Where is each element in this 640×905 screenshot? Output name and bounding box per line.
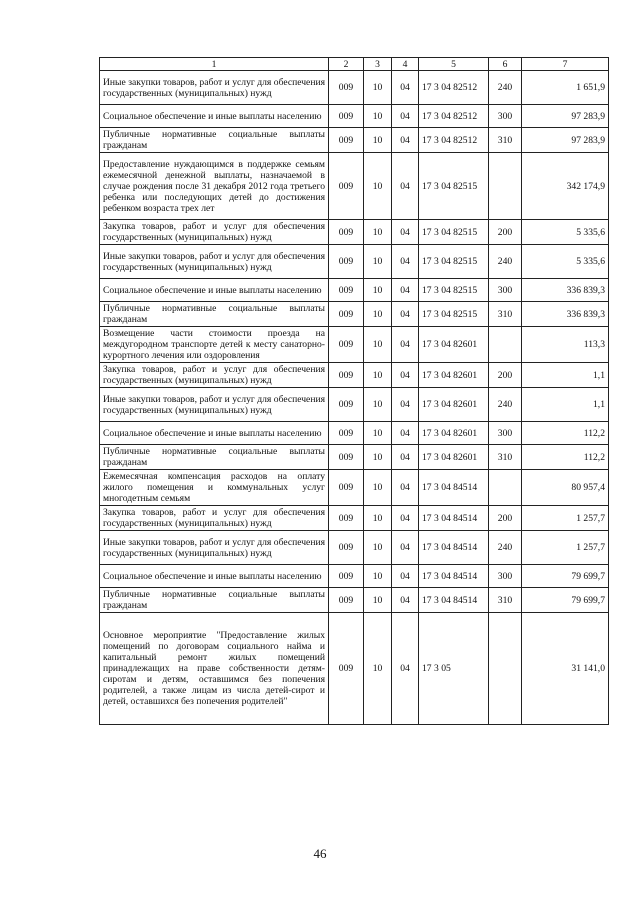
row-expense-type: 240	[489, 245, 522, 279]
row-target-article: 17 3 04 84514	[419, 565, 489, 588]
row-name: Публичные нормативные социальные выплаты гражданам	[100, 445, 329, 470]
row-ved-code: 009	[329, 422, 364, 445]
row-amount: 342 174,9	[522, 153, 609, 220]
row-target-article: 17 3 04 82515	[419, 153, 489, 220]
row-amount: 1,1	[522, 363, 609, 388]
row-subsection-code: 04	[392, 613, 419, 725]
row-target-article: 17 3 04 82601	[419, 445, 489, 470]
header-col-ved: 2	[329, 58, 364, 71]
row-ved-code: 009	[329, 128, 364, 153]
row-ved-code: 009	[329, 302, 364, 327]
row-amount: 336 839,3	[522, 279, 609, 302]
table-row	[100, 470, 609, 506]
header-col-sum: 7	[522, 58, 609, 71]
row-name: Закупка товаров, работ и услуг для обеспечения государственных (муниципальных) нужд	[100, 220, 329, 245]
row-target-article: 17 3 04 84514	[419, 506, 489, 531]
row-ved-code: 009	[329, 565, 364, 588]
row-name: Социальное обеспечение и иные выплаты населению	[100, 422, 329, 445]
row-expense-type: 300	[489, 105, 522, 128]
table-body	[100, 71, 609, 725]
table-row	[100, 302, 609, 327]
row-name: Ежемесячная компенсация расходов на оплату жилого помещения и коммунальных услуг многодетным семьям	[100, 470, 329, 506]
row-section-code: 10	[364, 327, 392, 363]
header-col-pr: 4	[392, 58, 419, 71]
row-name: Иные закупки товаров, работ и услуг для обеспечения государственных (муниципальных) нужд	[100, 388, 329, 422]
row-target-article: 17 3 04 84514	[419, 531, 489, 565]
row-section-code: 10	[364, 470, 392, 506]
row-subsection-code: 04	[392, 220, 419, 245]
row-name: Социальное обеспечение и иные выплаты населению	[100, 565, 329, 588]
table-row	[100, 71, 609, 105]
row-target-article: 17 3 04 82601	[419, 363, 489, 388]
row-section-code: 10	[364, 302, 392, 327]
row-ved-code: 009	[329, 445, 364, 470]
row-subsection-code: 04	[392, 445, 419, 470]
row-name: Социальное обеспечение и иные выплаты населению	[100, 105, 329, 128]
row-amount: 97 283,9	[522, 128, 609, 153]
row-target-article: 17 3 04 82515	[419, 302, 489, 327]
row-amount: 112,2	[522, 445, 609, 470]
row-subsection-code: 04	[392, 506, 419, 531]
row-expense-type: 200	[489, 363, 522, 388]
row-ved-code: 009	[329, 531, 364, 565]
row-expense-type	[489, 613, 522, 725]
row-name: Публичные нормативные социальные выплаты гражданам	[100, 128, 329, 153]
row-amount: 5 335,6	[522, 220, 609, 245]
row-amount: 5 335,6	[522, 245, 609, 279]
row-name: Социальное обеспечение и иные выплаты населению	[100, 279, 329, 302]
row-section-code: 10	[364, 613, 392, 725]
row-expense-type: 200	[489, 506, 522, 531]
row-target-article: 17 3 04 82601	[419, 422, 489, 445]
row-subsection-code: 04	[392, 470, 419, 506]
row-target-article: 17 3 04 82515	[419, 245, 489, 279]
budget-table	[99, 57, 609, 725]
row-subsection-code: 04	[392, 565, 419, 588]
row-ved-code: 009	[329, 279, 364, 302]
row-expense-type: 240	[489, 531, 522, 565]
row-subsection-code: 04	[392, 388, 419, 422]
row-expense-type: 240	[489, 388, 522, 422]
row-ved-code: 009	[329, 363, 364, 388]
row-amount: 1 257,7	[522, 531, 609, 565]
row-expense-type: 300	[489, 422, 522, 445]
row-ved-code: 009	[329, 470, 364, 506]
row-amount: 97 283,9	[522, 105, 609, 128]
row-section-code: 10	[364, 128, 392, 153]
row-subsection-code: 04	[392, 153, 419, 220]
row-section-code: 10	[364, 588, 392, 613]
row-amount: 113,3	[522, 327, 609, 363]
row-target-article: 17 3 04 82512	[419, 105, 489, 128]
row-ved-code: 009	[329, 105, 364, 128]
row-ved-code: 009	[329, 588, 364, 613]
table-row	[100, 388, 609, 422]
table-row	[100, 422, 609, 445]
row-target-article: 17 3 04 82601	[419, 327, 489, 363]
table-row	[100, 327, 609, 363]
row-section-code: 10	[364, 105, 392, 128]
table-row	[100, 245, 609, 279]
table-row	[100, 445, 609, 470]
table-row	[100, 153, 609, 220]
table-row	[100, 565, 609, 588]
row-ved-code: 009	[329, 71, 364, 105]
row-name: Закупка товаров, работ и услуг для обеспечения государственных (муниципальных) нужд	[100, 506, 329, 531]
table-row	[100, 220, 609, 245]
row-amount: 336 839,3	[522, 302, 609, 327]
row-expense-type: 300	[489, 279, 522, 302]
row-expense-type: 310	[489, 302, 522, 327]
header-col-rz: 3	[364, 58, 392, 71]
header-col-name: 1	[100, 58, 329, 71]
row-section-code: 10	[364, 506, 392, 531]
row-expense-type: 200	[489, 220, 522, 245]
row-target-article: 17 3 04 82601	[419, 388, 489, 422]
table-row	[100, 363, 609, 388]
row-ved-code: 009	[329, 506, 364, 531]
row-section-code: 10	[364, 153, 392, 220]
row-target-article: 17 3 04 82515	[419, 220, 489, 245]
header-col-csr: 5	[419, 58, 489, 71]
row-subsection-code: 04	[392, 531, 419, 565]
table-row	[100, 531, 609, 565]
row-amount: 1 257,7	[522, 506, 609, 531]
row-section-code: 10	[364, 422, 392, 445]
row-ved-code: 009	[329, 245, 364, 279]
table-header-row	[100, 58, 609, 71]
row-amount: 31 141,0	[522, 613, 609, 725]
row-subsection-code: 04	[392, 245, 419, 279]
row-section-code: 10	[364, 71, 392, 105]
row-subsection-code: 04	[392, 71, 419, 105]
row-ved-code: 009	[329, 153, 364, 220]
row-expense-type	[489, 153, 522, 220]
row-subsection-code: 04	[392, 128, 419, 153]
row-section-code: 10	[364, 245, 392, 279]
row-expense-type: 300	[489, 565, 522, 588]
row-ved-code: 009	[329, 388, 364, 422]
row-expense-type	[489, 327, 522, 363]
table-row	[100, 588, 609, 613]
row-target-article: 17 3 04 82515	[419, 279, 489, 302]
row-target-article: 17 3 04 84514	[419, 470, 489, 506]
row-subsection-code: 04	[392, 302, 419, 327]
row-ved-code: 009	[329, 613, 364, 725]
row-section-code: 10	[364, 565, 392, 588]
row-name: Иные закупки товаров, работ и услуг для обеспечения государственных (муниципальных) нужд	[100, 531, 329, 565]
row-section-code: 10	[364, 531, 392, 565]
row-target-article: 17 3 04 82512	[419, 128, 489, 153]
row-expense-type: 310	[489, 128, 522, 153]
row-name: Основное мероприятие "Предоставление жилых помещений по договорам социального найма и капитальный ремонт жилых помещений принадлежащих на праве собственности детям-сиротам и детям, оставшимся без попечения родителей, а также лицам из числа детей-сирот и детей, оставшихся без попечения родителей"	[100, 613, 329, 725]
row-section-code: 10	[364, 445, 392, 470]
table-row	[100, 506, 609, 531]
table-row	[100, 613, 609, 725]
row-expense-type: 310	[489, 588, 522, 613]
row-expense-type	[489, 470, 522, 506]
row-amount: 1 651,9	[522, 71, 609, 105]
table-row	[100, 128, 609, 153]
row-subsection-code: 04	[392, 422, 419, 445]
row-name: Предоставление нуждающимся в поддержке семьям ежемесячной денежной выплаты, назначаемой в случае рождения после 31 декабря 2012 года третьего ребенка или последующих детей до достижения ребенком возраста трех лет	[100, 153, 329, 220]
row-ved-code: 009	[329, 220, 364, 245]
row-target-article: 17 3 05	[419, 613, 489, 725]
row-subsection-code: 04	[392, 105, 419, 128]
row-expense-type: 310	[489, 445, 522, 470]
page-number: 46	[313, 846, 327, 861]
row-section-code: 10	[364, 220, 392, 245]
row-amount: 80 957,4	[522, 470, 609, 506]
row-target-article: 17 3 04 82512	[419, 71, 489, 105]
row-ved-code: 009	[329, 327, 364, 363]
table-row	[100, 279, 609, 302]
row-amount: 112,2	[522, 422, 609, 445]
row-subsection-code: 04	[392, 588, 419, 613]
row-name: Публичные нормативные социальные выплаты гражданам	[100, 588, 329, 613]
row-section-code: 10	[364, 279, 392, 302]
row-section-code: 10	[364, 388, 392, 422]
row-amount: 79 699,7	[522, 565, 609, 588]
row-target-article: 17 3 04 84514	[419, 588, 489, 613]
table-row	[100, 105, 609, 128]
row-name: Публичные нормативные социальные выплаты гражданам	[100, 302, 329, 327]
row-subsection-code: 04	[392, 279, 419, 302]
row-expense-type: 240	[489, 71, 522, 105]
row-name: Возмещение части стоимости проезда на междугородном транспорте детей к месту санаторно-курортного лечения или оздоровления	[100, 327, 329, 363]
row-amount: 79 699,7	[522, 588, 609, 613]
row-name: Иные закупки товаров, работ и услуг для обеспечения государственных (муниципальных) нужд	[100, 245, 329, 279]
row-subsection-code: 04	[392, 327, 419, 363]
row-amount: 1,1	[522, 388, 609, 422]
row-subsection-code: 04	[392, 363, 419, 388]
header-col-vr: 6	[489, 58, 522, 71]
row-section-code: 10	[364, 363, 392, 388]
row-name: Закупка товаров, работ и услуг для обеспечения государственных (муниципальных) нужд	[100, 363, 329, 388]
row-name: Иные закупки товаров, работ и услуг для обеспечения государственных (муниципальных) нужд	[100, 71, 329, 105]
